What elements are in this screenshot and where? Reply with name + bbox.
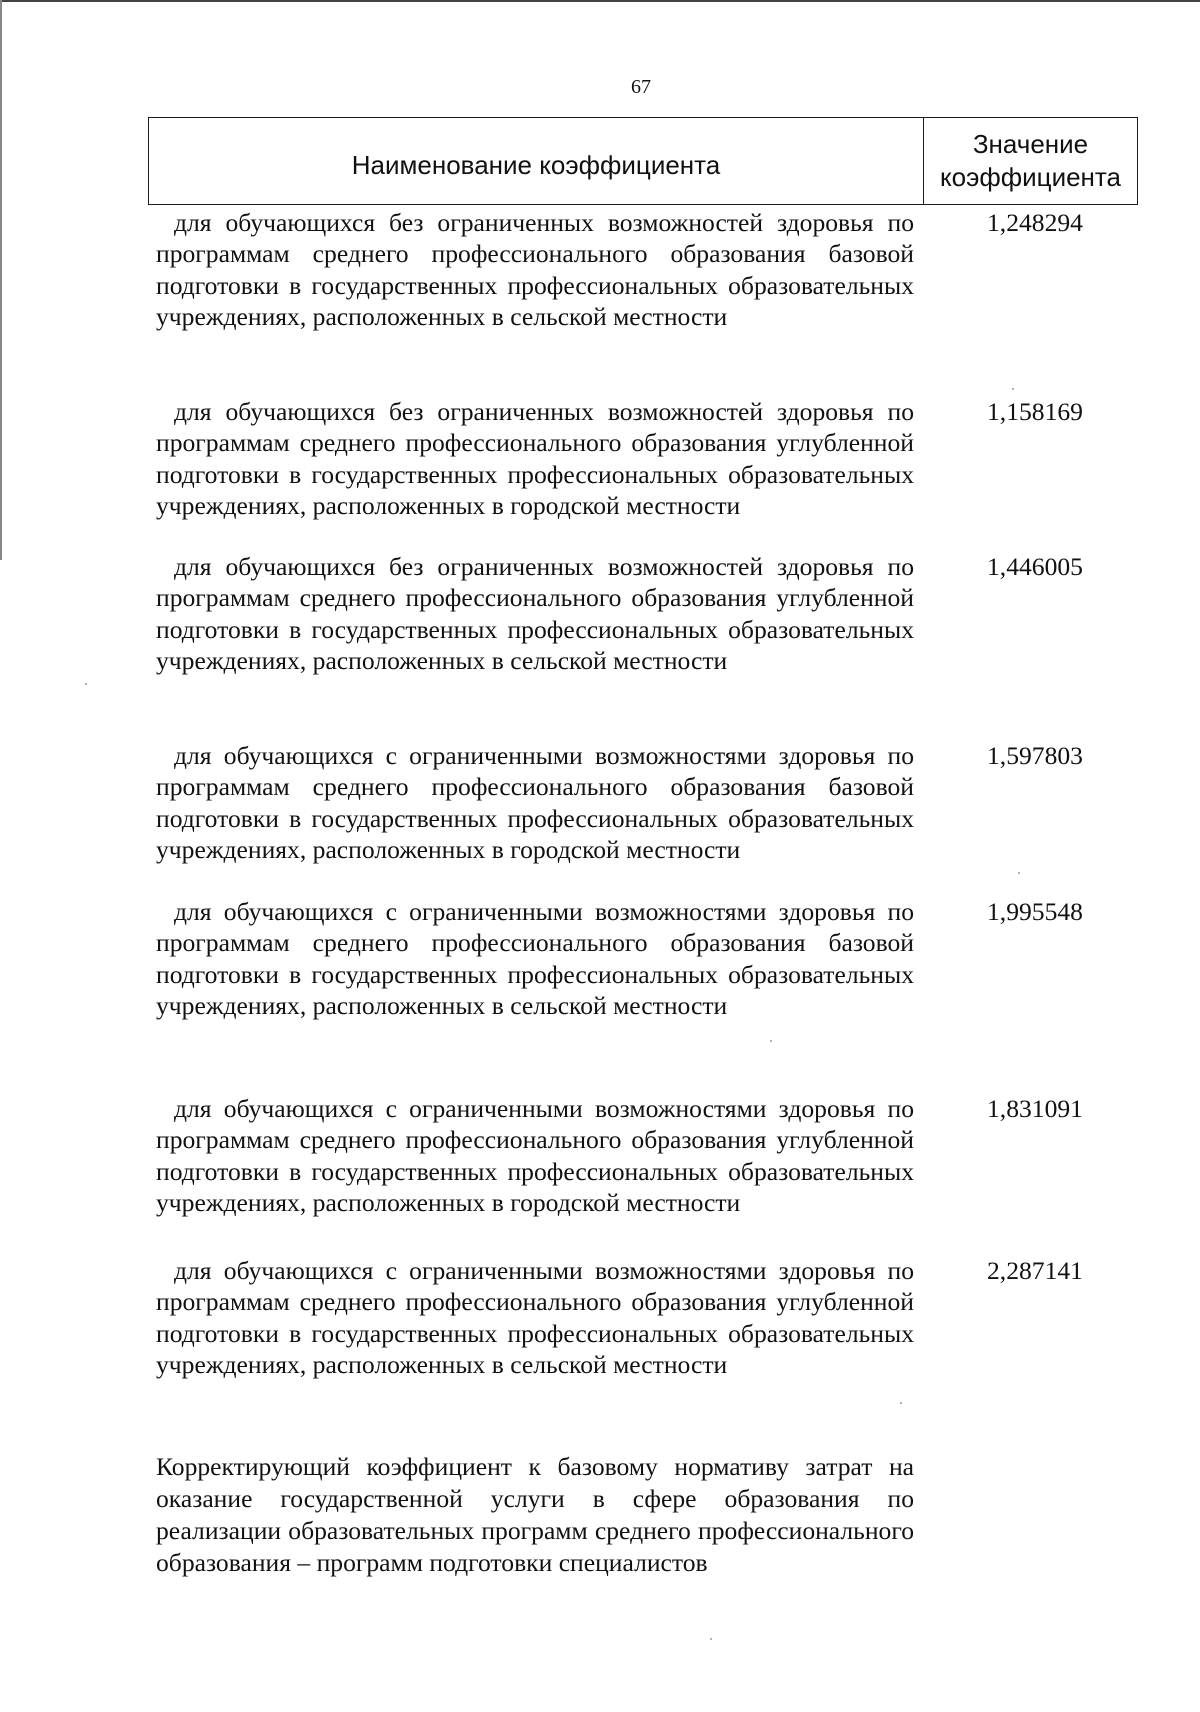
row-coefficient-value: 1,597803 — [987, 741, 1083, 770]
closing-paragraph: Корректирующий коэффициент к базовому нормативу затрат на оказание государственной услуги в сфере образования по реализации образовательных программ среднего профессионального образования – программ подготовки специалистов — [156, 1452, 914, 1577]
row-coefficient-value: 1,831091 — [987, 1094, 1083, 1123]
scan-speck — [770, 1040, 772, 1042]
page-number: 67 — [631, 76, 651, 98]
scan-speck — [85, 683, 87, 685]
row-coefficient-value: 1,446005 — [987, 552, 1083, 581]
row-description: для обучающихся без ограниченных возможностей здоровья по программам среднего профессионального образования базовой подготовки в государственных профессиональных образовательных учреждениях, расположенных в сельской местности — [156, 208, 914, 332]
row-description: для обучающихся с ограниченными возможностями здоровья по программам среднего профессионального образования базовой подготовки в государственных профессиональных образовательных учреждениях, расположенных в сельской местности — [156, 897, 914, 1021]
scan-speck — [1018, 872, 1020, 874]
row-coefficient-value: 1,995548 — [987, 897, 1083, 926]
row-description: для обучающихся с ограниченными возможностями здоровья по программам среднего профессионального образования углубленной подготовки в государственных профессиональных образовательных учреждениях, расположенных в сельской местности — [156, 1256, 914, 1380]
column-header-value: Значение коэффициента — [939, 129, 1121, 192]
row-description: для обучающихся без ограниченных возможностей здоровья по программам среднего профессионального образования углубленной подготовки в государственных профессиональных образовательных учреждениях, расположенных в сельской местности — [156, 552, 914, 676]
row-description: для обучающихся без ограниченных возможностей здоровья по программам среднего профессионального образования углубленной подготовки в государственных профессиональных образовательных учреждениях, расположенных в городской местности — [156, 397, 914, 521]
scan-speck — [900, 1402, 902, 1404]
scan-speck — [710, 1638, 712, 1640]
row-coefficient-value: 1,248294 — [987, 208, 1083, 237]
row-description: для обучающихся с ограниченными возможностями здоровья по программам среднего профессионального образования базовой подготовки в государственных профессиональных образовательных учреждениях, расположенных в городской местности — [156, 741, 914, 865]
row-coefficient-value: 2,287141 — [987, 1256, 1083, 1285]
row-description: для обучающихся с ограниченными возможностями здоровья по программам среднего профессионального образования углубленной подготовки в государственных профессиональных образовательных учреждениях, расположенных в городской местности — [156, 1094, 914, 1218]
row-coefficient-value: 1,158169 — [987, 397, 1083, 426]
scan-edge-top — [0, 0, 1200, 2]
table-header — [148, 117, 1138, 205]
scan-speck — [1012, 388, 1014, 390]
column-header-name: Наименование коэффициента — [149, 118, 924, 204]
